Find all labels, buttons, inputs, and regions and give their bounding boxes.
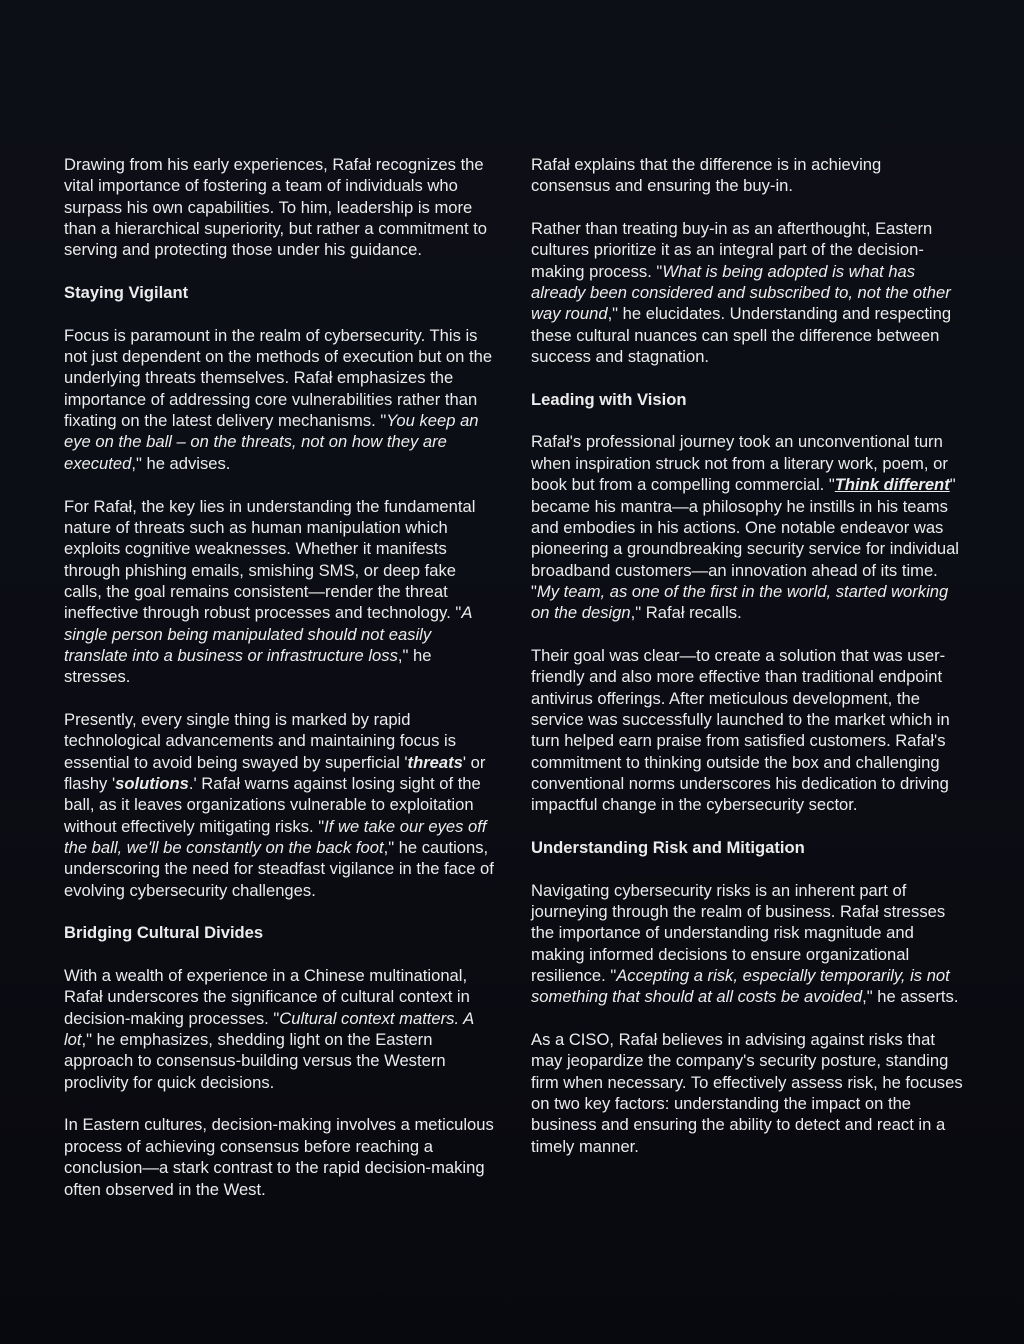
text-run: ," he cautions, underscoring the need for steadfast vigilance in the face of evolving cybersecurity challenges. [64, 838, 494, 900]
risk-paragraph-2: As a CISO, Rafał believes in advising against risks that may jeopardize the company's security posture, standing firm when necessary. To effectively assess risk, he focuses on two key factors: understanding the impact on the business and ensuring the ability to detect and react in a timely manner. [531, 1030, 963, 1156]
text-run: ," he elucidates. Understanding and respecting these cultural nuances can spell the difference between success and stagnation. [531, 304, 952, 367]
text-run: Presently, every single thing is marked by rapid technological advancements and maintaining focus is essential to avoid being swayed by superficial ' [64, 709, 457, 772]
quote-being-adopted: What is being adopted is what has already been considered and subscribed to, not the other way round [531, 261, 951, 324]
buy-in-paragraph [531, 218, 963, 367]
quote-accepting-risk: Accepting a risk, especially temporarily, is not something that should at all costs be avoided [531, 966, 950, 1007]
right-column [531, 154, 963, 1179]
consensus-paragraph: Rafał explains that the difference is in achieving consensus and ensuring the buy-in. [531, 155, 882, 196]
heading-leading-with-vision: Leading with Vision [531, 389, 687, 409]
heading-understanding-risk: Understanding Risk and Mitigation [531, 838, 805, 857]
text-run: ," he asserts. [862, 987, 959, 1007]
text-run: ," Rafał recalls. [630, 603, 742, 623]
text-run: ," he emphasizes, shedding light on the Eastern approach to consensus-building versus the Western proclivity for quick decisions. [64, 1030, 446, 1092]
emphasis-solutions: solutions [115, 773, 189, 793]
cultural-paragraph-2: In Eastern cultures, decision-making involves a meticulous process of achieving consensus before reaching a conclusion—a stark contrast to the rapid decision-making often observed in the West. [64, 1115, 494, 1199]
vision-paragraph-1 [531, 431, 963, 623]
text-run: Navigating cybersecurity risks is an inherent part of journeying through the realm of business. Rafał stresses the importance of understanding risk magnitude and making informed decisions to ensure organizational resilience. " [531, 880, 946, 986]
quote-my-team: My team, as one of the first in the world, started working on the design [531, 581, 949, 623]
risk-paragraph-1 [531, 880, 963, 1008]
text-run: ," he advises. [131, 453, 231, 473]
vigilant-paragraph-3 [64, 709, 496, 901]
text-run: Rafał's professional journey took an unconventional turn when inspiration struck not from a literary work, poem, or book but from a compelling commercial. " [531, 432, 948, 495]
text-run: For Rafał, the key lies in understanding the fundamental nature of threats such as human manipulation which exploits cognitive weaknesses. Whether it manifests through phishing emails, smishing SMS, or deep fake calls, the goal remains consistent—render the threat ineffective through robust processes and technology. " [64, 496, 476, 623]
text-run: With a wealth of experience in a Chinese multinational, Rafał underscores the significance of cultural context in decision-making processes. " [64, 966, 470, 1028]
emphasis-think-different: Think different [834, 475, 950, 495]
quote-cultural-context: Cultural context matters. A lot [64, 1008, 474, 1050]
text-run: ' or flashy ' [64, 752, 486, 793]
vigilant-paragraph-1 [64, 325, 496, 474]
vision-paragraph-2: Their goal was clear—to create a solution that was user-friendly and also more effective than traditional endpoint antivirus offerings. After meticulous development, the service was successfully launched to the market which in turn helped earn praise from satisfied customers. Rafał's commitment to thinking outside the box and challenging conventional norms underscores his dedication to driving impactful change in the cybersecurity sector. [531, 645, 950, 815]
vigilant-paragraph-2 [64, 496, 496, 688]
left-column [64, 154, 496, 1221]
text-run: " became his mantra—a philosophy he instills in his teams and embodies in his actions. One notable endeavor was pioneering a groundbreaking security service for individual broadband customers—an innovation ahead of its time. " [531, 475, 959, 601]
emphasis-threats: threats [407, 752, 463, 772]
text-run: Rather than treating buy-in as an afterthought, Eastern cultures prioritize it as an integral part of the decision-making process. " [531, 219, 933, 281]
quote-single-person: A single person being manipulated should not easily translate into a business or infrastructure loss [64, 603, 472, 665]
intro-paragraph: Drawing from his early experiences, Rafał recognizes the vital importance of fostering a team of individuals who surpass his own capabilities. To him, leadership is more than a hierarchical superiority, but rather a commitment to serving and protecting those under his guidance. [64, 155, 488, 260]
cultural-paragraph-1 [64, 965, 496, 1093]
heading-bridging-cultural-divides: Bridging Cultural Divides [64, 923, 264, 943]
quote-keep-eye-on-ball: You keep an eye on the ball – on the threats, not on how they are executed [64, 411, 479, 473]
text-run: ," he stresses. [64, 645, 432, 687]
text-run: .' Rafał warns against losing sight of the ball, as it leaves organizations vulnerable to exploitation without effectively mitigating risks. " [64, 773, 481, 836]
text-run: Focus is paramount in the realm of cybersecurity. This is not just dependent on the methods of execution but on the underlying threats themselves. Rafał emphasizes the importance of addressing core vulnerabilities rather than fixating on the latest delivery mechanisms. " [64, 325, 493, 431]
heading-staying-vigilant: Staying Vigilant [64, 283, 189, 303]
quote-eyes-off-ball: If we take our eyes off the ball, we'll be constantly on the back foot [64, 816, 487, 857]
